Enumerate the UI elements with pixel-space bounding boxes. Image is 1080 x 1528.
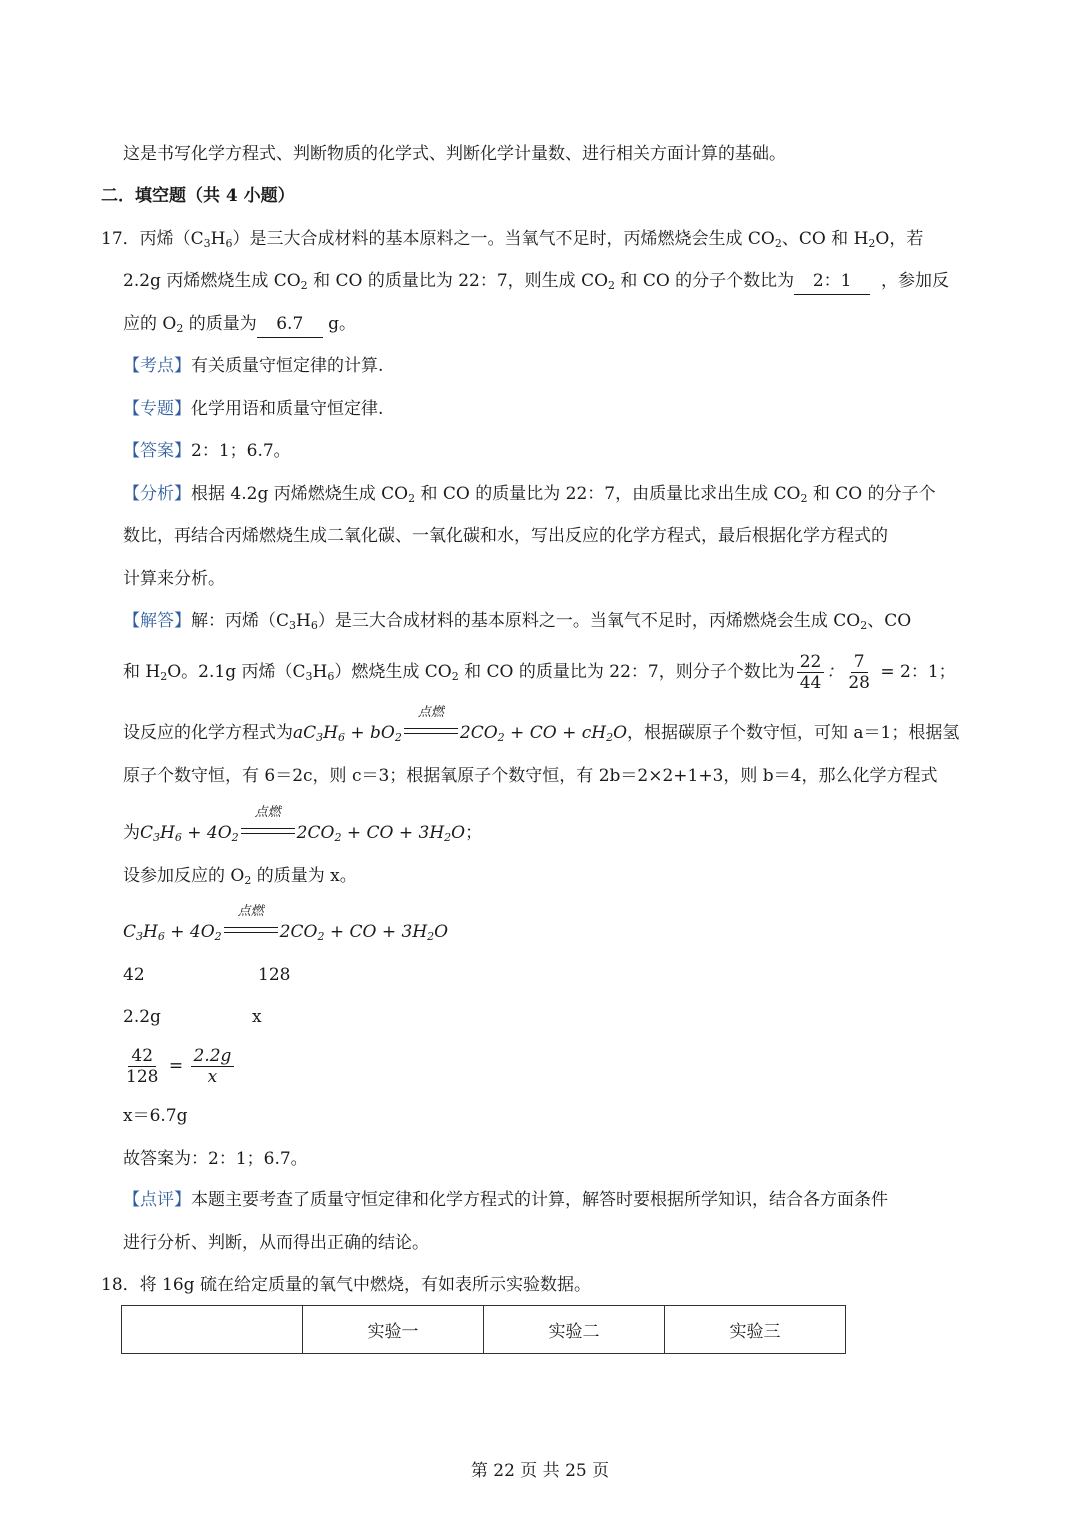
analysis-line2: 数比，再结合丙烯燃烧生成二氧化碳、一氧化碳和水，写出反应的化学方程式，最后根据化学方程式的	[123, 526, 888, 546]
zhuanti-tag: 【专题】	[123, 399, 191, 419]
solution-line2: 和 $H_2O$。2.1g 丙烯$(C_3H_6)$燃烧生成 $CO_2$ 和 CO 的质量比为 22：7，则分子个数比为 $\frac{22}{44}$ ： $\frac{7}{28}$ = 2：1；	[123, 652, 956, 693]
solution-line4: 原子个数守恒，有 6＝2c，则 c＝3；根据氧原子个数守恒，有 2b＝2×2+1+3，则 b＝4，那么化学方程式	[123, 766, 938, 786]
q17-line3: 应的 $O_2$ 的质量为 6.7 g。	[123, 311, 356, 342]
reaction-arrow: 点燃	[222, 919, 280, 939]
fraction-22-44: $\frac{22}{44}$	[797, 652, 825, 693]
q18-line: 18．将 16g 硫在给定质量的氧气中燃烧，有如表所示实验数据。	[101, 1275, 591, 1295]
intro-line: 这是书写化学方程式、判断物质的化学式、判断化学计量数、进行相关方面计算的基础。	[123, 144, 786, 164]
analysis-line1: 【分析】根据 4.2g 丙烯燃烧生成 $CO_2$ 和 CO 的质量比为 22：7，由质量比求出生成 $CO_2$ 和 CO 的分子个	[123, 484, 936, 505]
mass-c3h6: 42	[123, 965, 145, 985]
q17-line2: 2.2g 丙烯燃烧生成 $CO_2$ 和 CO 的质量比为 22：7，则生成 $CO_2$ 和 CO 的分子个数比为 2：1 ，参加反	[123, 268, 949, 299]
solution-line1: 【解答】解：丙烯$(C_3H_6)$是三大合成材料的基本原料之一。当氧气不足时，丙烯燃烧会生成 $CO_2$、CO	[123, 611, 912, 632]
reaction-arrow: 点燃	[402, 720, 460, 740]
mass-o2: 128	[258, 965, 291, 985]
table-header-cell: 实验一	[303, 1306, 484, 1354]
final-answer-line: 故答案为：2：1；6.7。	[123, 1149, 308, 1169]
answer-blank-2: 6.7	[257, 311, 323, 338]
comment-line1: 【点评】本题主要考查了质量守恒定律和化学方程式的计算，解答时要根据所学知识，结合各方面条件	[123, 1190, 888, 1210]
table-row	[122, 1306, 846, 1354]
table-header-cell	[122, 1306, 303, 1354]
given-mass: 2.2g	[123, 1007, 161, 1027]
analysis-line3: 计算来分析。	[123, 569, 225, 589]
solution-tag: 【解答】	[123, 611, 191, 631]
result-line: x＝6.7g	[123, 1106, 188, 1126]
table-header-cell: 实验二	[484, 1306, 665, 1354]
comment-tag: 【点评】	[123, 1190, 191, 1210]
solution-line3: 设反应的化学方程式为$aC_3H_6 + bO_2$ 点燃 $2CO_2$ + CO + $cH_2O$，根据碳原子个数守恒，可知 a＝1；根据氢	[123, 705, 960, 744]
solution-line5: 为$C_3H_6 + 4O_2$ 点燃 $2CO_2$ + CO + $3H_2O$；	[123, 805, 483, 844]
solution-line6: 设参加反应的 $O_2$ 的质量为 x。	[123, 866, 357, 887]
answer-tag: 【答案】	[123, 441, 191, 461]
section-heading: 二．填空题（共 4 小题）	[101, 186, 295, 206]
experiment-table	[121, 1305, 846, 1354]
answer-blank-1: 2：1	[794, 268, 870, 295]
reaction-arrow: 点燃	[239, 820, 297, 840]
answer-line: 【答案】2：1；6.7。	[123, 441, 291, 461]
kaodian-tag: 【考点】	[123, 356, 191, 376]
kaodian-line: 【考点】有关质量守恒定律的计算.	[123, 356, 384, 376]
fraction-7-28: $\frac{7}{28}$	[848, 652, 870, 693]
table-header-cell: 实验三	[665, 1306, 846, 1354]
balanced-equation: $C_3H_6 + 4O_2$ 点燃 $2CO_2$ + CO + $3H_2O$	[140, 805, 466, 844]
q17-line1: 17．丙烯$(C_3H_6)$是三大合成材料的基本原料之一。当氧气不足时，丙烯燃烧会生成 $CO_2$、CO 和 $H_2O$，若	[101, 229, 924, 250]
comment-line2: 进行分析、判断，从而得出正确的结论。	[123, 1233, 429, 1253]
unknown-mass: x	[252, 1007, 262, 1027]
zhuanti-line: 【专题】化学用语和质量守恒定律.	[123, 399, 384, 419]
page-footer: 第 22 页 共 25 页	[470, 1461, 610, 1481]
general-equation: $aC_3H_6 + bO_2$ 点燃 $2CO_2$ + CO + $cH_2O$	[293, 705, 627, 744]
analysis-tag: 【分析】	[123, 484, 191, 504]
ratio-equation: $\frac{42}{128}$ = $\frac{2.2g}{x}$	[121, 1044, 236, 1088]
calc-equation: $C_3H_6 + 4O_2$ 点燃 $2CO_2$ + CO + $3H_2O$	[123, 904, 449, 943]
